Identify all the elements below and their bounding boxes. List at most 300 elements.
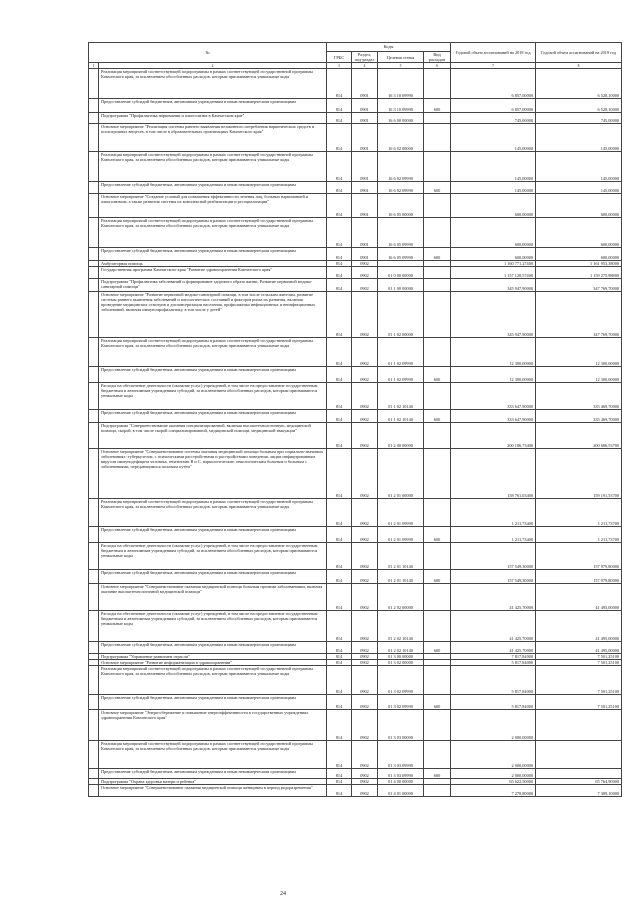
cell-2018: 7 817,84000: [451, 654, 536, 660]
cell-name: Предоставление субсидий бюджетным, автономным учреждениям и иным некоммерческим организациям: [99, 367, 327, 383]
cell-2018: 745,00000: [451, 112, 536, 123]
cell-grbs: 814: [327, 499, 352, 527]
cell-csr: 16 6 05 00000: [378, 193, 424, 217]
cell-csr: 01 2 01 10140: [378, 543, 424, 570]
cell-number: [89, 112, 99, 123]
cell-grbs: 814: [327, 570, 352, 584]
cell-razdel: 0902: [352, 666, 378, 695]
cell-2018: 145,00000: [451, 181, 536, 193]
page-number: 24: [280, 891, 286, 897]
cell-csr: 01 3 03 09990: [378, 769, 424, 779]
header-index: 2: [99, 63, 327, 69]
cell-name: Предоставление субсидий бюджетным, автономным учреждениям и иным некоммерческим организациям: [99, 642, 327, 654]
cell-csr: 01 1 00 00000: [378, 279, 424, 292]
cell-csr: 16 3 10 09990: [378, 98, 424, 112]
cell-2019: 1 161 953,38000: [536, 260, 622, 266]
cell-razdel: 0902: [352, 423, 378, 449]
cell-2019: 145,00000: [536, 151, 622, 181]
cell-grbs: 814: [327, 279, 352, 292]
table-row: [89, 769, 622, 779]
cell-vid: [424, 112, 451, 123]
cell-number: [89, 570, 99, 584]
cell-2018: 158 761,03400: [451, 449, 536, 499]
cell-2018: 41 425,70000: [451, 642, 536, 654]
table-row: [89, 112, 622, 123]
cell-razdel: 0901: [352, 217, 378, 247]
cell-2019: 7 501,25100: [536, 654, 622, 660]
cell-razdel: 0902: [352, 338, 378, 367]
table-row: [89, 151, 622, 181]
cell-vid: 600: [424, 769, 451, 779]
cell-razdel: 0902: [352, 642, 378, 654]
cell-2019: 1 211,73700: [536, 499, 622, 527]
table-row: [89, 181, 622, 193]
budget-table-sheet: [88, 42, 621, 797]
cell-grbs: 814: [327, 527, 352, 543]
header-codes: Коды: [327, 43, 451, 52]
cell-csr: 16 6 02 00000: [378, 123, 424, 151]
cell-name: Реализация мероприятий соответствующей подпрограммы в рамках соответствующей государственной программы Камчатского края, за исключением обособленных расходов, которым присваиваются уникальные коды: [99, 151, 327, 181]
cell-number: [89, 584, 99, 611]
cell-grbs: 814: [327, 660, 352, 666]
cell-vid: 600: [424, 642, 451, 654]
cell-2018: 2 000,00000: [451, 710, 536, 741]
cell-2019: 65 764,90000: [536, 779, 622, 785]
cell-vid: [424, 499, 451, 527]
cell-csr: 01 2 02 10140: [378, 611, 424, 642]
cell-razdel: 0901: [352, 68, 378, 98]
cell-csr: 01 3 00 00000: [378, 654, 424, 660]
cell-csr: 01 2 01 09990: [378, 527, 424, 543]
cell-2018: 5 817,84000: [451, 695, 536, 710]
cell-csr: 16 6 05 09990: [378, 247, 424, 260]
cell-csr: 01 2 01 10140: [378, 570, 424, 584]
cell-razdel: 0902: [352, 527, 378, 543]
cell-number: [89, 449, 99, 499]
table-row: [89, 642, 622, 654]
cell-grbs: 814: [327, 181, 352, 193]
cell-name: Подпрограмма "Охрана здоровья матери и ребенка": [99, 779, 327, 785]
cell-name: Предоставление субсидий бюджетным, автономным учреждениям и иным некоммерческим организациям: [99, 695, 327, 710]
cell-grbs: 814: [327, 779, 352, 785]
cell-2018: 1 160 771,27400: [451, 260, 536, 266]
cell-2019: 41 495,00000: [536, 584, 622, 611]
cell-name: Реализация мероприятий соответствующей подпрограммы в рамках соответствующей государственной программы Камчатского края, за исключением обособленных расходов, которым присваиваются уникальные коды: [99, 338, 327, 367]
cell-2018: 600,00000: [451, 247, 536, 260]
cell-2019: 600,00000: [536, 193, 622, 217]
table-row: [89, 695, 622, 710]
cell-name: Подпрограмма "Профилактика наркомании и алкоголизма в Камчатском крае": [99, 112, 327, 123]
cell-razdel: 0902: [352, 383, 378, 410]
table-row: [89, 292, 622, 338]
cell-vid: [424, 267, 451, 279]
cell-razdel: 0902: [352, 785, 378, 797]
cell-2018: 2 000,00000: [451, 741, 536, 769]
cell-csr: 01 2 01 00000: [378, 449, 424, 499]
cell-csr: 01 1 02 10140: [378, 383, 424, 410]
cell-grbs: 814: [327, 741, 352, 769]
cell-number: [89, 527, 99, 543]
header-2019: Годовой объем ассигнований на 2019 год: [536, 43, 622, 63]
cell-vid: [424, 423, 451, 449]
cell-vid: [424, 785, 451, 797]
table-row: [89, 741, 622, 769]
cell-grbs: 814: [327, 260, 352, 266]
cell-vid: [424, 543, 451, 570]
cell-grbs: 814: [327, 267, 352, 279]
cell-vid: [424, 193, 451, 217]
cell-grbs: 814: [327, 217, 352, 247]
cell-name: Реализация мероприятий соответствующей подпрограммы в рамках соответствующей государственной программы Камчатского края, за исключением обособленных расходов, которым присваиваются уникальные коды: [99, 666, 327, 695]
cell-2019: 335 469,70000: [536, 383, 622, 410]
cell-name: Реализация мероприятий соответствующей подпрограммы в рамках соответствующей государственной программы Камчатского края, за исключением обособленных расходов, которым присваиваются уникальные коды: [99, 217, 327, 247]
table-row: [89, 666, 622, 695]
cell-vid: 600: [424, 367, 451, 383]
cell-razdel: 0902: [352, 267, 378, 279]
table-row: [89, 98, 622, 112]
cell-2018: 1 157 128,57400: [451, 267, 536, 279]
cell-razdel: 0902: [352, 769, 378, 779]
cell-2019: 6 528,10000: [536, 98, 622, 112]
table-row: [89, 279, 622, 292]
cell-name: Амбулаторная помощь: [99, 260, 327, 266]
cell-razdel: 0901: [352, 247, 378, 260]
cell-2019: 745,00000: [536, 112, 622, 123]
cell-vid: [424, 449, 451, 499]
cell-vid: 600: [424, 181, 451, 193]
cell-2018: 333 647,90000: [451, 383, 536, 410]
cell-grbs: 814: [327, 611, 352, 642]
cell-2019: 6 528,10000: [536, 68, 622, 98]
cell-number: [89, 710, 99, 741]
cell-grbs: 814: [327, 151, 352, 181]
cell-2018: 345 947,90000: [451, 279, 536, 292]
cell-2018: 5 817,84000: [451, 666, 536, 695]
cell-number: [89, 338, 99, 367]
cell-razdel: 0902: [352, 710, 378, 741]
cell-grbs: 814: [327, 123, 352, 151]
cell-grbs: 814: [327, 584, 352, 611]
cell-grbs: 814: [327, 695, 352, 710]
cell-2018: 41 425,70000: [451, 584, 536, 611]
cell-number: [89, 279, 99, 292]
table-row: [89, 611, 622, 642]
cell-razdel: 0901: [352, 98, 378, 112]
cell-razdel: 0902: [352, 367, 378, 383]
header-grbs: ГРБС: [327, 52, 352, 63]
cell-2019: 12 300,00000: [536, 338, 622, 367]
cell-2019: 41 495,00000: [536, 611, 622, 642]
cell-name: Реализация мероприятий соответствующей подпрограммы в рамках соответствующей государственной программы Камчатского края, за исключением обособленных расходов, которым присваиваются уникальные коды: [99, 499, 327, 527]
cell-grbs: 814: [327, 247, 352, 260]
cell-grbs: 814: [327, 654, 352, 660]
cell-number: [89, 292, 99, 338]
cell-vid: [424, 666, 451, 695]
cell-grbs: 814: [327, 383, 352, 410]
cell-grbs: 814: [327, 112, 352, 123]
cell-2018: 7 278,80000: [451, 785, 536, 797]
cell-razdel: 0902: [352, 499, 378, 527]
cell-grbs: 814: [327, 769, 352, 779]
table-row: [89, 423, 622, 449]
table-row: [89, 584, 622, 611]
cell-2018: 600,00000: [451, 193, 536, 217]
header-number: №: [89, 43, 327, 63]
cell-name: Реализация мероприятий соответствующей подпрограммы в рамках соответствующей государственной программы Камчатского края, за исключением обособленных расходов, которым присваиваются уникальные коды: [99, 741, 327, 769]
table-row: [89, 193, 622, 217]
cell-number: [89, 611, 99, 642]
cell-razdel: 0902: [352, 695, 378, 710]
cell-name: Предоставление субсидий бюджетным, автономным учреждениям и иным некоммерческим организациям: [99, 527, 327, 543]
cell-csr: 16 6 02 09990: [378, 181, 424, 193]
cell-2018: 600,00000: [451, 217, 536, 247]
cell-csr: 01 4 01 00000: [378, 785, 424, 797]
cell-csr: 01 1 02 09990: [378, 338, 424, 367]
table-row: [89, 410, 622, 423]
table-row: [89, 710, 622, 741]
cell-name: Основное мероприятие "Создание условий для повышения эффективности лечения лиц, больных наркоманией и алкоголизмом, а также развития системы их комплексной реабилитации и ресоциализации": [99, 193, 327, 217]
cell-vid: 600: [424, 527, 451, 543]
cell-2018: 145,00000: [451, 123, 536, 151]
cell-2019: 7 501,25100: [536, 660, 622, 666]
cell-grbs: 814: [327, 710, 352, 741]
cell-2019: 1 159 275,98800: [536, 267, 622, 279]
cell-name: Подпрограмма "Профилактика заболеваний и формирование здорового образа жизни. Развитие первичной медико-санитарной помощи": [99, 279, 327, 292]
table-row: [89, 785, 622, 797]
cell-name: Подпрограмма "Управление развитием отрасли": [99, 654, 327, 660]
table-row: [89, 499, 622, 527]
cell-2019: 12 300,00000: [536, 367, 622, 383]
header-index: 7: [451, 63, 536, 69]
cell-grbs: 814: [327, 666, 352, 695]
cell-grbs: 814: [327, 642, 352, 654]
cell-vid: [424, 68, 451, 98]
cell-razdel: 0901: [352, 181, 378, 193]
cell-2019: 157 979,80000: [536, 570, 622, 584]
cell-vid: 600: [424, 247, 451, 260]
cell-vid: [424, 292, 451, 338]
cell-grbs: 814: [327, 410, 352, 423]
cell-2018: 145,00000: [451, 151, 536, 181]
cell-2019: 347 769,70000: [536, 292, 622, 338]
cell-razdel: 0902: [352, 779, 378, 785]
cell-number: [89, 666, 99, 695]
cell-csr: 01 0 00 00000: [378, 267, 424, 279]
table-row: [89, 267, 622, 279]
cell-number: [89, 499, 99, 527]
cell-2018: 157 549,30000: [451, 570, 536, 584]
cell-grbs: 814: [327, 423, 352, 449]
cell-number: [89, 695, 99, 710]
cell-razdel: 0902: [352, 449, 378, 499]
table-header: [89, 43, 622, 69]
header-index: 6: [424, 63, 451, 69]
cell-name: Реализация мероприятий соответствующей подпрограммы в рамках соответствующей государственной программы Камчатского края, за исключением обособленных расходов, которым присваиваются уникальные коды: [99, 68, 327, 98]
cell-grbs: 814: [327, 543, 352, 570]
cell-name: Предоставление субсидий бюджетным, автономным учреждениям и иным некоммерческим организациям: [99, 410, 327, 423]
header-index: 5: [378, 63, 424, 69]
cell-vid: 600: [424, 98, 451, 112]
cell-name: Основное мероприятие "Совершенствование системы оказания медицинской помощи больным при социально-значимых заболеваниях: туберкулезом, с психическими расстройствами и расстройствами поведения, лицам инфицированным вирусом иммунодефицита человека, гепатитами B и C, наркологические, онкологическим больным и больным с заболеваниями, передающимися половым путем": [99, 449, 327, 499]
header-index: 4: [352, 63, 378, 69]
cell-2019: 145,00000: [536, 123, 622, 151]
cell-vid: [424, 710, 451, 741]
cell-csr: 01 3 02 09990: [378, 666, 424, 695]
cell-name: Предоставление субсидий бюджетным, автономным учреждениям и иным некоммерческим организациям: [99, 98, 327, 112]
cell-csr: 01 1 02 00000: [378, 292, 424, 338]
cell-grbs: 814: [327, 367, 352, 383]
cell-razdel: 0902: [352, 584, 378, 611]
cell-grbs: 814: [327, 785, 352, 797]
cell-name: Предоставление субсидий бюджетным, автономным учреждениям и иным некоммерческим организациям: [99, 769, 327, 779]
cell-vid: [424, 151, 451, 181]
cell-vid: [424, 217, 451, 247]
cell-vid: 600: [424, 695, 451, 710]
cell-2019: 600,00000: [536, 217, 622, 247]
cell-csr: 01 2 01 09990: [378, 499, 424, 527]
cell-csr: 16 6 02 09990: [378, 151, 424, 181]
cell-razdel: 0902: [352, 570, 378, 584]
cell-number: [89, 642, 99, 654]
header-vid: Вид расходов: [424, 52, 451, 63]
cell-number: [89, 543, 99, 570]
cell-csr: 01 3 02 00000: [378, 660, 424, 666]
cell-2018: 6 857,00000: [451, 98, 536, 112]
cell-csr: 01 3 03 09990: [378, 741, 424, 769]
cell-2019: 600,00000: [536, 247, 622, 260]
cell-number: [89, 267, 99, 279]
cell-name: Основное мероприятие "Совершенствование оказания медицинской помощи женщинам в период родоразрешения": [99, 785, 327, 797]
cell-vid: 600: [424, 570, 451, 584]
table-row: [89, 449, 622, 499]
cell-2018: 41 425,70000: [451, 611, 536, 642]
cell-name: Предоставление субсидий бюджетным, автономным учреждениям и иным некоммерческим организациям: [99, 247, 327, 260]
cell-csr: 01 2 02 00000: [378, 584, 424, 611]
cell-name: Расходы на обеспечение деятельности (оказание услуг) учреждений, в том числе на предоставление государственным бюджетным и автономным учреждениям субсидий, за исключением обособленных расходов, которым присваиваются уникальные коды: [99, 543, 327, 570]
cell-2019: [536, 710, 622, 741]
cell-2019: 7 501,25100: [536, 666, 622, 695]
cell-name: Основное мероприятие "Реализация системы раннего выявления незаконного потребления наркотических средств и психотропных веществ, в том числе в образовательных организациях Камчатского края": [99, 123, 327, 151]
cell-razdel: 0902: [352, 279, 378, 292]
cell-2018: 2 000,00000: [451, 769, 536, 779]
cell-razdel: 0902: [352, 660, 378, 666]
cell-2018: 6 857,00000: [451, 68, 536, 98]
cell-razdel: 0902: [352, 741, 378, 769]
cell-2019: 7 501,25100: [536, 695, 622, 710]
cell-2019: 157 979,80000: [536, 543, 622, 570]
cell-name: Расходы на обеспечение деятельности (оказание услуг) учреждений, в том числе на предоставление государственным бюджетным и автономным учреждениям субсидий, за исключением обособленных расходов, которым присваиваются уникальные коды: [99, 383, 327, 410]
cell-2018: 157 549,30000: [451, 543, 536, 570]
cell-2019: 145,00000: [536, 181, 622, 193]
cell-2018: 1 211,73400: [451, 499, 536, 527]
cell-number: [89, 181, 99, 193]
cell-vid: [424, 611, 451, 642]
cell-vid: [424, 741, 451, 769]
table-row: [89, 338, 622, 367]
cell-csr: 01 2 00 00000: [378, 423, 424, 449]
table-row: [89, 543, 622, 570]
cell-name: Расходы на обеспечение деятельности (оказание услуг) учреждений, в том числе на предоставление государственным бюджетным и автономным учреждениям субсидий, за исключением обособленных расходов, которым присваиваются уникальные коды: [99, 611, 327, 642]
cell-vid: 600: [424, 410, 451, 423]
cell-number: [89, 410, 99, 423]
header-csr: Целевая статья: [378, 52, 424, 63]
cell-2018: 65 622,50000: [451, 779, 536, 785]
cell-csr: 01 3 03 00000: [378, 710, 424, 741]
table-row: [89, 527, 622, 543]
cell-csr: 16 3 10 09990: [378, 68, 424, 98]
cell-razdel: 0901: [352, 151, 378, 181]
cell-name: Подпрограмма "Совершенствование оказания специализированной, включая высокотехнологичную, медицинской помощи, скорой, в том числе скорой специализированной, медицинской помощи, медицинской эвакуации": [99, 423, 327, 449]
table-row: [89, 367, 622, 383]
cell-number: [89, 769, 99, 779]
cell-number: [89, 247, 99, 260]
cell-razdel: 0902: [352, 543, 378, 570]
cell-number: [89, 151, 99, 181]
table-row: [89, 217, 622, 247]
cell-number: [89, 383, 99, 410]
cell-number: [89, 123, 99, 151]
cell-2019: [536, 769, 622, 779]
cell-vid: [424, 123, 451, 151]
table-row: [89, 123, 622, 151]
header-index: 3: [327, 63, 352, 69]
cell-vid: [424, 383, 451, 410]
cell-name: Предоставление субсидий бюджетным, автономным учреждениям и иным некоммерческим организациям: [99, 181, 327, 193]
cell-2019: 159 191,53700: [536, 449, 622, 499]
cell-grbs: 814: [327, 193, 352, 217]
cell-name: Основное мероприятие "Энергосбережение и повышение энергоэффективности в государственных учреждениях здравоохранения Камчатского края": [99, 710, 327, 741]
cell-2018: 1 211,73400: [451, 527, 536, 543]
cell-razdel: 0902: [352, 654, 378, 660]
cell-2019: 1 211,73700: [536, 527, 622, 543]
cell-2019: 41 495,00000: [536, 642, 622, 654]
cell-razdel: 0902: [352, 410, 378, 423]
cell-csr: 01 3 02 09990: [378, 695, 424, 710]
cell-number: [89, 98, 99, 112]
cell-razdel: 0901: [352, 112, 378, 123]
table-row: [89, 247, 622, 260]
cell-name: Основное мероприятие "Совершенствование оказания медицинской помощи больным прочими заболеваниями, включая оказание высокотехнологичной медицинской помощи": [99, 584, 327, 611]
cell-number: [89, 423, 99, 449]
budget-table: [88, 42, 622, 797]
cell-grbs: 814: [327, 338, 352, 367]
cell-razdel: 0902: [352, 611, 378, 642]
cell-razdel: 0902: [352, 292, 378, 338]
cell-name: Основное мероприятие "Развитие информатизации в здравоохранении": [99, 660, 327, 666]
cell-grbs: 814: [327, 98, 352, 112]
cell-csr: 01 4 00 00000: [378, 779, 424, 785]
cell-number: [89, 217, 99, 247]
cell-2018: 333 647,90000: [451, 410, 536, 423]
cell-number: [89, 193, 99, 217]
cell-razdel: 0901: [352, 123, 378, 151]
cell-csr: 01 1 02 09990: [378, 367, 424, 383]
cell-number: [89, 741, 99, 769]
table-row: [89, 68, 622, 98]
cell-vid: [424, 584, 451, 611]
cell-csr: 01 2 02 10140: [378, 642, 424, 654]
table-row: [89, 383, 622, 410]
cell-vid: [424, 279, 451, 292]
cell-name: Предоставление субсидий бюджетным, автономным учреждениям и иным некоммерческим организациям: [99, 570, 327, 584]
cell-csr: 16 6 05 09990: [378, 217, 424, 247]
cell-razdel: 0902: [352, 260, 378, 266]
cell-2019: 7 309,10000: [536, 785, 622, 797]
cell-number: [89, 785, 99, 797]
cell-csr: 01 1 02 10140: [378, 410, 424, 423]
cell-2019: 200 686,53700: [536, 423, 622, 449]
cell-razdel: 0901: [352, 193, 378, 217]
